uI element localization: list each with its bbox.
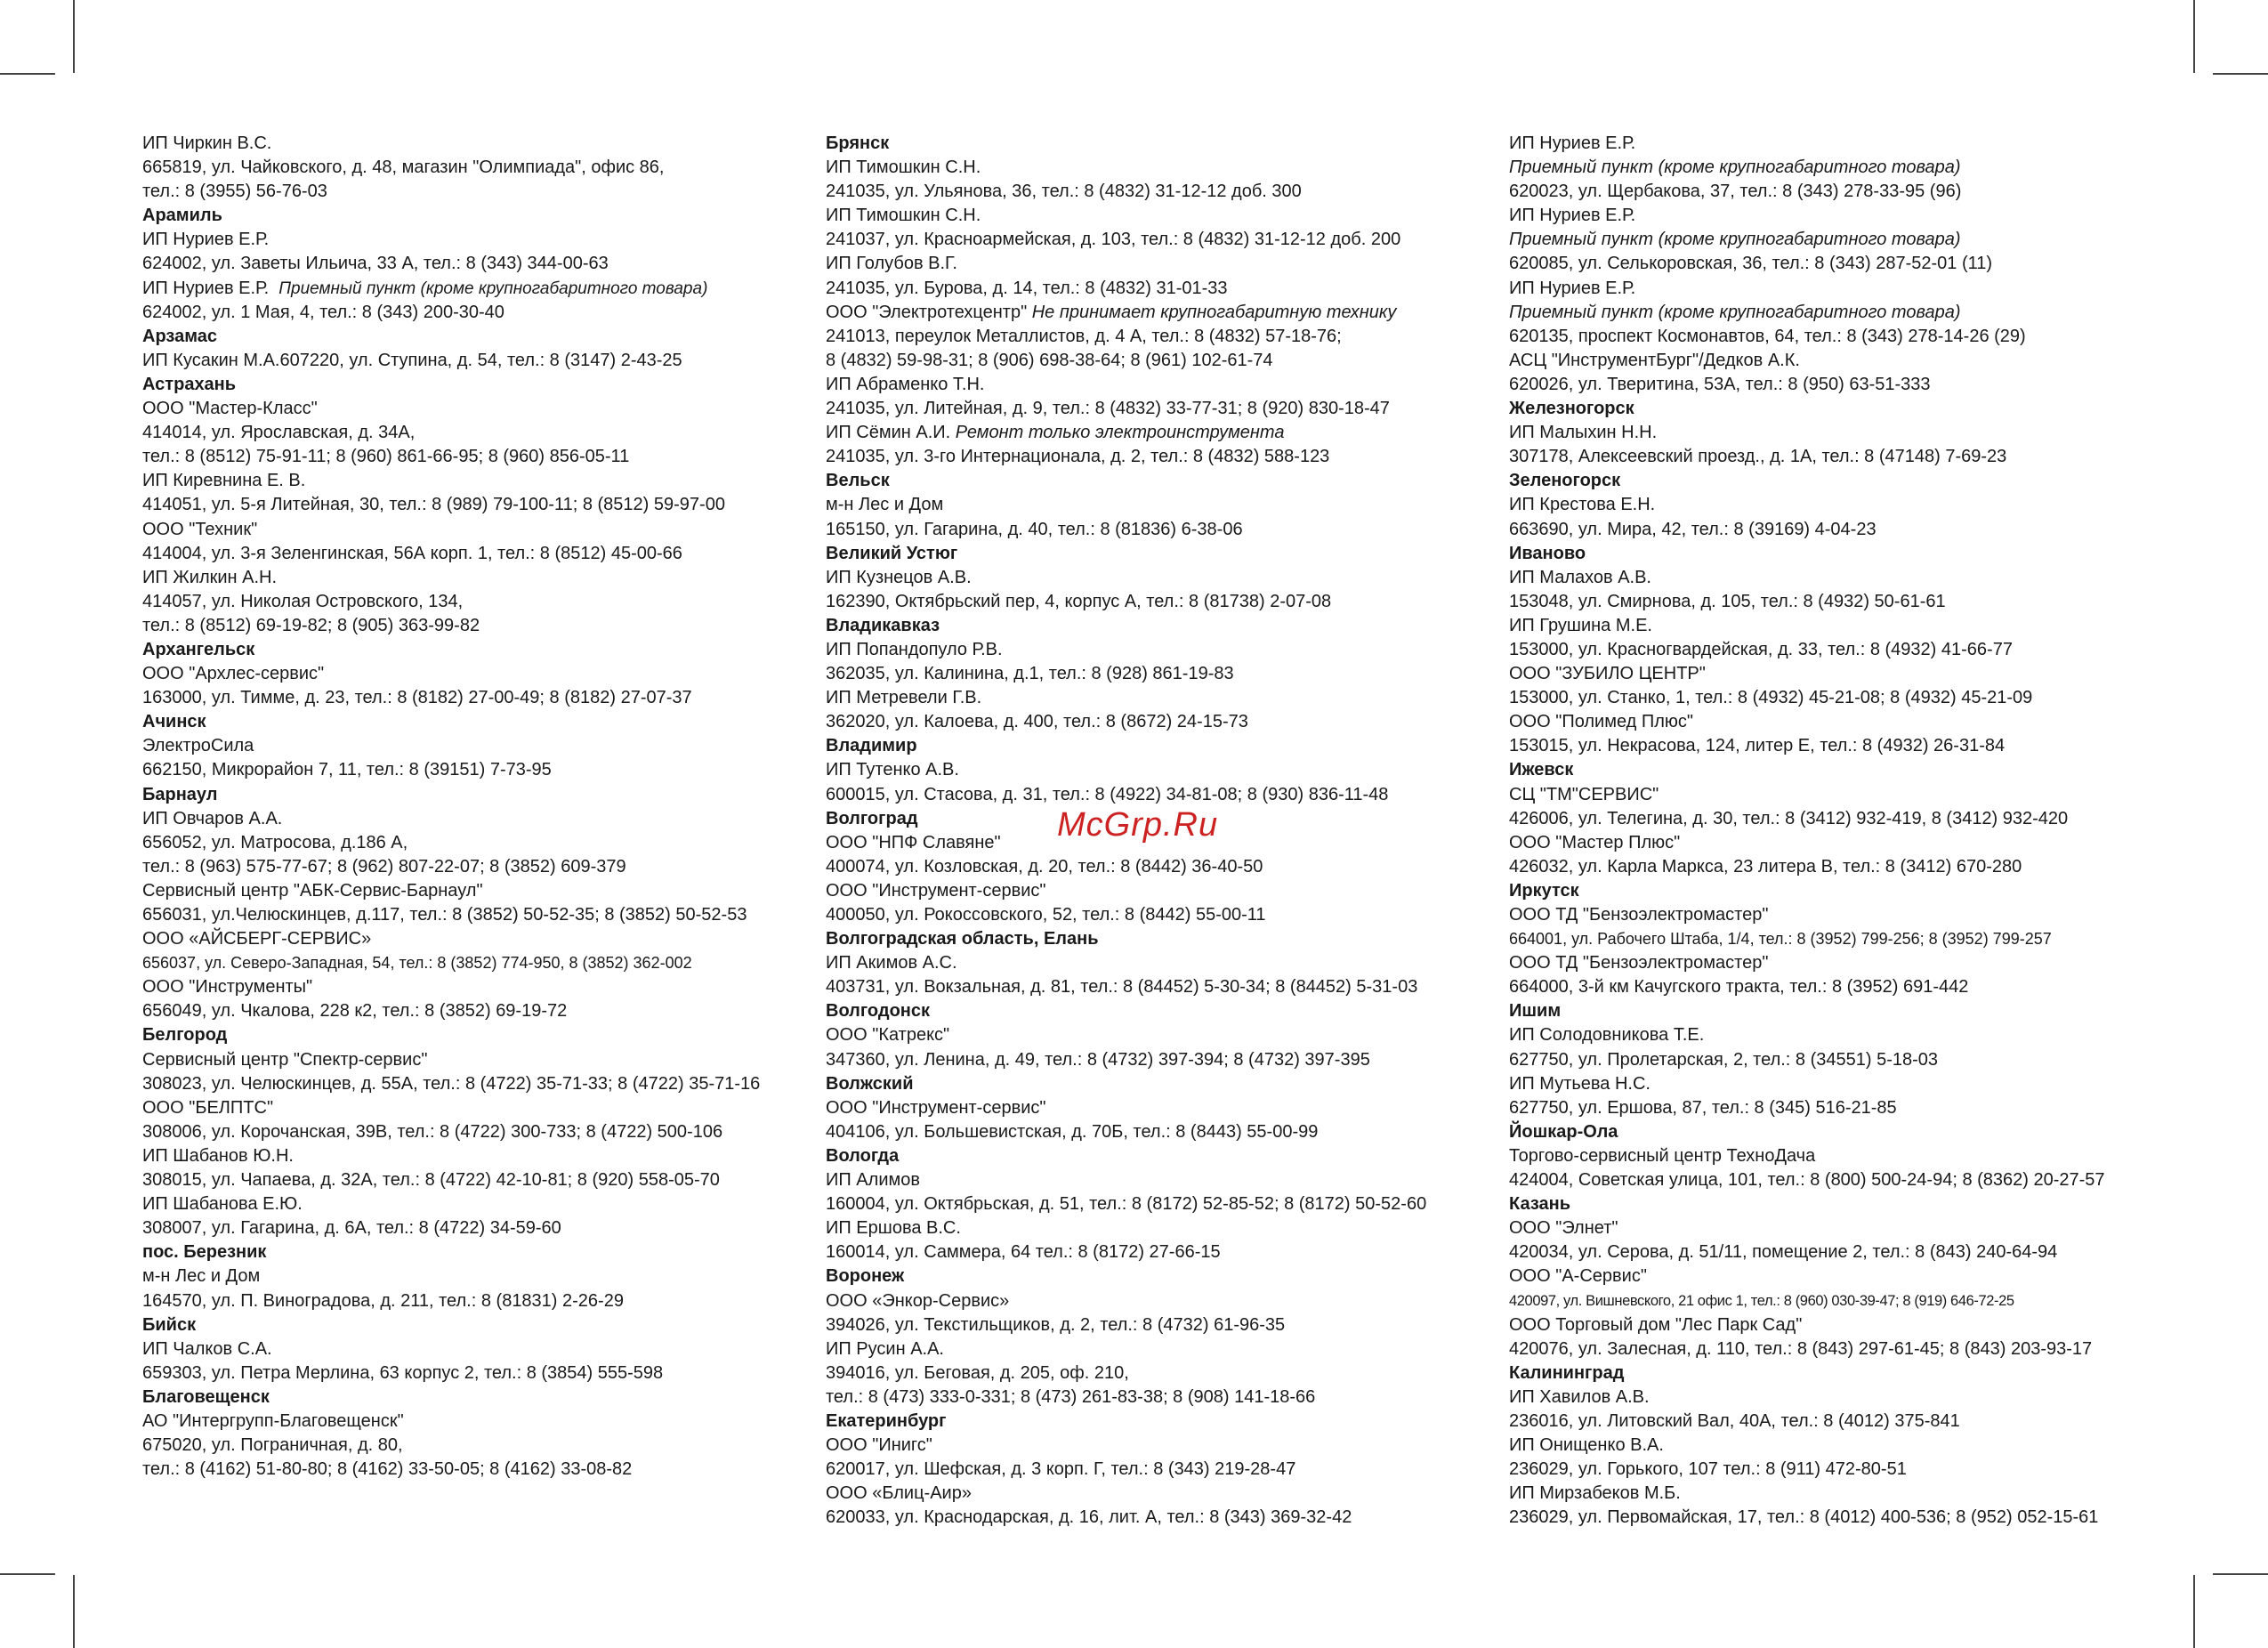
city-heading: Волгодонск — [826, 1001, 931, 1022]
entry-line: ООО "Инигс" — [826, 1435, 932, 1456]
entry-line: 241035, ул. 3-го Интернационала, д. 2, тел.: 8 (4832) 588-123 — [826, 447, 1330, 467]
city-heading: Ижевск — [1509, 760, 1574, 780]
entry-line: ООО «Блиц-Аир» — [826, 1483, 972, 1504]
entry-line: 656049, ул. Чкалова, 228 к2, тел.: 8 (3852) 69-19-72 — [142, 1001, 568, 1022]
entry-line: 241037, ул. Красноармейская, д. 103, тел.: 8 (4832) 31-12-12 доб. 200 — [826, 230, 1401, 250]
entry-line: тел.: 8 (473) 333-0-331; 8 (473) 261-83-38; 8 (908) 141-18-66 — [826, 1386, 1316, 1407]
entry-line: ИП Тутенко А.В. — [826, 760, 959, 780]
entry-line: 426006, ул. Телегина, д. 30, тел.: 8 (3412) 932-419, 8 (3412) 932-420 — [1509, 808, 2069, 828]
entry-line: 659303, ул. Петра Мерлина, 63 корпус 2, тел.: 8 (3854) 555-598 — [142, 1362, 664, 1383]
city-heading: Екатеринбург — [826, 1410, 947, 1431]
entry-line: ИП Малахов А.В. — [1509, 567, 1651, 587]
entry-line: ИП Солодовникова Т.Е. — [1509, 1025, 1705, 1046]
watermark-logo: McGrp.Ru — [1057, 806, 1219, 844]
city-heading: Железногорск — [1509, 399, 1634, 419]
entry-line: ООО «АЙСБЕРГ-СЕРВИС» — [142, 929, 372, 949]
entry-line: АО "Интергрупп-Благовещенск" — [142, 1410, 404, 1431]
entry-line: 624002, ул. Заветы Ильича, 33 А, тел.: 8 (343) 344-00-63 — [142, 254, 609, 274]
entry-line: 400050, ул. Рокоссовского, 52, тел.: 8 (8442) 55-00-11 — [826, 905, 1266, 925]
entry-line: 656037, ул. Северо-Западная, 54, тел.: 8 (3852) 774-950, 8 (3852) 362-002 — [142, 954, 692, 973]
company-name: ООО "Электротехцентр" — [826, 302, 1028, 322]
entry-line: 165150, ул. Гагарина, д. 40, тел.: 8 (81836) 6-38-06 — [826, 519, 1243, 539]
entry-line: ИП Крестова Е.Н. — [1509, 495, 1656, 515]
entry-line: Сервисный центр "АБК-Сервис-Барнаул" — [142, 880, 483, 901]
entry-note: Не принимает крупногабаритную технику — [1031, 302, 1397, 322]
entry-line: ИП Чиркин В.С. — [142, 133, 272, 153]
entry-line: ИП Нуриев Е.Р. — [1509, 206, 1636, 226]
entry-line: ООО "Архлес-сервис" — [142, 664, 325, 684]
entry-line: ИП Ершова В.С. — [826, 1218, 961, 1239]
entry-line: ООО "БЕЛПТС" — [142, 1097, 274, 1118]
entry-line: тел.: 8 (8512) 69-19-82; 8 (905) 363-99-82 — [142, 615, 480, 635]
entry-line: ИП Мирзабеков М.Б. — [1509, 1483, 1681, 1504]
city-heading: Калининград — [1509, 1362, 1625, 1383]
entry-line: Торгово-сервисный центр ТехноДача — [1509, 1145, 1816, 1166]
entry-note: Приемный пункт (кроме крупногабаритного товара) — [278, 279, 708, 298]
entry-line: 394026, ул. Текстильщиков, д. 2, тел.: 8 (4732) 61-96-35 — [826, 1314, 1286, 1335]
entry-line: 620023, ул. Щербакова, 37, тел.: 8 (343) 278-33-95 (96) — [1509, 182, 1962, 202]
phone-numbers: тел.: 8 (3852) 50-52-35; 8 (3852) 50-52-53 — [409, 905, 747, 925]
phone-numbers: тел.: 8 (4722) 35-71-33; 8 (4722) 35-71-16 — [423, 1073, 761, 1094]
address: 160004, ул. Октябрьская, д. 51, — [826, 1194, 1085, 1215]
entry-line: 308007, ул. Гагарина, д. 6А, тел.: 8 (4722) 34-59-60 — [142, 1218, 561, 1239]
city-heading: пос. Березник — [142, 1242, 267, 1263]
crop-mark-top-right-h — [2213, 73, 2268, 75]
entry-line: 665819, ул. Чайковского, д. 48, магазин "Олимпиада", офис 86, — [142, 158, 665, 178]
crop-mark-top-left — [73, 0, 75, 73]
entry-line: 400074, ул. Козловская, д. 20, тел.: 8 (8442) 36-40-50 — [826, 856, 1263, 877]
entry-line: 420097, ул. Вишневского, 21 офис 1, тел.: 8 (960) 030-39-47; 8 (919) 646-72-25 — [1509, 1292, 2014, 1309]
entry-line: 153000, ул. Станко, 1, тел.: 8 (4932) 45-21-08; 8 (4932) 45-21-09 — [1509, 688, 2033, 708]
entry-line: ООО "ЗУБИЛО ЦЕНТР" — [1509, 664, 1706, 684]
entry-line: 308015, ул. Чапаева, д. 32А, тел.: 8 (4722) 42-10-81; 8 (920) 558-05-70 — [142, 1170, 720, 1191]
service-list-column-1 — [142, 132, 783, 1482]
city-heading: Брянск — [826, 133, 890, 153]
crop-mark-top-left-h — [0, 73, 55, 75]
entry-note: Приемный пункт (кроме крупногабаритного товара) — [1509, 302, 1961, 322]
entry-line: СЦ "ТМ"СЕРВИС" — [1509, 784, 1659, 804]
company-name: ИП Нуриев Е.Р. — [142, 278, 270, 298]
crop-mark-bottom-right — [2193, 1575, 2195, 1648]
city-heading: Владимир — [826, 736, 917, 756]
entry-line: ИП Нуриев Е.Р. — [1509, 133, 1636, 153]
entry-note: Ремонт только электроинструмента — [955, 423, 1285, 443]
entry-line: 663690, ул. Мира, 42, тел.: 8 (39169) 4-04-23 — [1509, 519, 1877, 539]
entry-line: ИП Акимов А.С. — [826, 953, 957, 973]
entry-line — [826, 421, 1466, 445]
crop-mark-bottom-right-h — [2213, 1573, 2268, 1575]
entry-line: 241013, переулок Металлистов, д. 4 А, тел.: 8 (4832) 57-18-76; — [826, 326, 1342, 346]
entry-line: ИП Тимошкин С.Н. — [826, 158, 981, 178]
entry-line: ИП Малыхин Н.Н. — [1509, 423, 1658, 443]
entry-line: 164570, ул. П. Виноградова, д. 211, тел.: 8 (81831) 2-26-29 — [142, 1290, 624, 1311]
city-heading: Арамиль — [142, 206, 222, 226]
entry-line: ИП Жилкин А.Н. — [142, 567, 278, 587]
entry-line: ИП Чалков С.А. — [142, 1338, 272, 1359]
entry-line: 8 (4832) 59-98-31; 8 (906) 698-38-64; 8 (961) 102-61-74 — [826, 350, 1273, 370]
entry-line: ИП Киревнина Е. В. — [142, 471, 306, 491]
entry-line: ИП Кусакин М.А.607220, ул. Ступина, д. 54, тел.: 8 (3147) 2-43-25 — [142, 350, 682, 370]
city-heading: Иркутск — [1509, 880, 1579, 901]
entry-line: ИП Шабанова Е.Ю. — [142, 1194, 303, 1215]
entry-line: ЭлектроСила — [142, 736, 254, 756]
service-list-column-3 — [1509, 132, 2150, 1530]
entry-line: 664000, 3-й км Качугского тракта, тел.: 8 (3952) 691-442 — [1509, 977, 1969, 998]
entry-line: тел.: 8 (8512) 75-91-11; 8 (960) 861-66-95; 8 (960) 856-05-11 — [142, 447, 630, 467]
city-heading: Волгоград — [826, 808, 918, 828]
entry-line: ИП Голубов В.Г. — [826, 254, 957, 274]
entry-line: м-н Лес и Дом — [142, 1266, 261, 1287]
entry-line: 675020, ул. Пограничная, д. 80, — [142, 1435, 403, 1456]
entry-line: 160014, ул. Саммера, 64 тел.: 8 (8172) 27-66-15 — [826, 1242, 1221, 1263]
entry-line: ИП Овчаров А.А. — [142, 808, 283, 828]
entry-line: ООО "Мастер-Класс" — [142, 399, 318, 419]
entry-line: ООО "Инструмент-сервис" — [826, 1097, 1046, 1118]
entry-line: 403731, ул. Вокзальная, д. 81, тел.: 8 (84452) 5-30-34; 8 (84452) 5-31-03 — [826, 977, 1418, 998]
entry-line: 424004, Советская улица, 101, тел.: 8 (800) 500-24-94; 8 (8362) 20-27-57 — [1509, 1170, 2105, 1191]
entry-line: 662150, Микрорайон 7, 11, тел.: 8 (39151) 7-73-95 — [142, 760, 552, 780]
entry-line: ООО "Мастер Плюс" — [1509, 832, 1681, 852]
entry-line: ООО "Элнет" — [1509, 1218, 1618, 1239]
entry-line: 347360, ул. Ленина, д. 49, тел.: 8 (4732) 397-394; 8 (4732) 397-395 — [826, 1049, 1370, 1070]
city-heading: Йошкар-Ола — [1509, 1121, 1618, 1142]
entry-line: 600015, ул. Стасова, д. 31, тел.: 8 (4922) 34-81-08; 8 (930) 836-11-48 — [826, 784, 1389, 804]
entry-note: Приемный пункт (кроме крупногабаритного товара) — [1509, 158, 1961, 178]
city-heading: Великий Устюг — [826, 543, 958, 563]
company-name: ИП Сёмин А.И. — [826, 423, 951, 443]
entry-line: 241035, ул. Литейная, д. 9, тел.: 8 (4832) 33-77-31; 8 (920) 830-18-47 — [826, 399, 1390, 419]
entry-line: ООО ТД "Бензоэлектромастер" — [1509, 953, 1769, 973]
entry-line — [826, 301, 1466, 325]
entry-line: 241035, ул. Бурова, д. 14, тел.: 8 (4832) 31-01-33 — [826, 278, 1228, 298]
entry-line: ИП Грушина М.Е. — [1509, 615, 1652, 635]
entry-line: ИП Нуриев Е.Р. — [1509, 278, 1636, 298]
entry-line: 620017, ул. Шефская, д. 3 корп. Г, тел.: 8 (343) 219-28-47 — [826, 1459, 1296, 1480]
city-heading: Иваново — [1509, 543, 1586, 563]
entry-line: ИП Хавилов А.В. — [1509, 1386, 1650, 1407]
entry-line: ООО "Катрекс" — [826, 1025, 950, 1046]
city-heading: Арзамас — [142, 326, 217, 346]
address: 308023, ул. Челюскинцев, д. 55А, — [142, 1073, 418, 1094]
city-heading: Архангельск — [142, 639, 255, 659]
entry-line: ООО ТД "Бензоэлектромастер" — [1509, 905, 1769, 925]
crop-mark-top-right — [2193, 0, 2195, 73]
entry-line: 414051, ул. 5-я Литейная, 30, тел.: 8 (989) 79-100-11; 8 (8512) 59-97-00 — [142, 495, 725, 515]
entry-line: 236016, ул. Литовский Вал, 40А, тел.: 8 (4012) 375-841 — [1509, 1410, 1960, 1431]
entry-line: ООО "Техник" — [142, 519, 258, 539]
city-heading: Астрахань — [142, 374, 237, 394]
city-heading: Ачинск — [142, 712, 206, 732]
city-heading: Вологда — [826, 1145, 900, 1166]
entry-line: 153000, ул. Красногвардейская, д. 33, тел.: 8 (4932) 41-66-77 — [1509, 639, 2013, 659]
entry-line: 426032, ул. Карла Маркса, 23 литера В, тел.: 8 (3412) 670-280 — [1509, 856, 2022, 877]
entry-line: ООО "Полимед Плюс" — [1509, 712, 1694, 732]
city-heading: Воронеж — [826, 1266, 905, 1287]
entry-line: ООО Торговый дом "Лес Парк Сад" — [1509, 1314, 1803, 1335]
entry-line: ИП Алимов — [826, 1170, 920, 1191]
entry-line — [142, 903, 783, 927]
city-heading: Благовещенск — [142, 1386, 270, 1407]
entry-line: 362020, ул. Калоева, д. 400, тел.: 8 (8672) 24-15-73 — [826, 712, 1248, 732]
address: 656031, ул.Челюскинцев, д.117, — [142, 905, 405, 925]
entry-line: ООО "А-Сервис" — [1509, 1266, 1647, 1287]
entry-line: АСЦ "ИнструментБург"/Дедков А.К. — [1509, 350, 1800, 370]
entry-line: 656052, ул. Матросова, д.186 А, — [142, 832, 408, 852]
entry-line: тел.: 8 (4162) 51-80-80; 8 (4162) 33-50-05; 8 (4162) 33-08-82 — [142, 1459, 633, 1480]
entry-line: тел.: 8 (963) 575-77-67; 8 (962) 807-22-07; 8 (3852) 609-379 — [142, 856, 626, 877]
city-heading: Волгоградская область, Елань — [826, 929, 1099, 949]
entry-line: 620085, ул. Селькоровская, 36, тел.: 8 (343) 287-52-01 (11) — [1509, 254, 1993, 274]
city-heading: Барнаул — [142, 784, 218, 804]
entry-line: 236029, ул. Первомайская, 17, тел.: 8 (4012) 400-536; 8 (952) 052-15-61 — [1509, 1507, 2099, 1528]
entry-line: 414004, ул. 3-я Зеленгинская, 56А корп. 1, тел.: 8 (8512) 45-00-66 — [142, 543, 682, 563]
city-heading: Зеленогорск — [1509, 471, 1621, 491]
entry-line: 362035, ул. Калинина, д.1, тел.: 8 (928) 861-19-83 — [826, 664, 1234, 684]
entry-line: 624002, ул. 1 Мая, 4, тел.: 8 (343) 200-30-40 — [142, 302, 504, 322]
entry-line: 420076, ул. Залесная, д. 110, тел.: 8 (843) 297-61-45; 8 (843) 203-93-17 — [1509, 1338, 2093, 1359]
crop-mark-bottom-left-h — [0, 1573, 55, 1575]
entry-line: 153015, ул. Некрасова, 124, литер Е, тел.: 8 (4932) 26-31-84 — [1509, 736, 2006, 756]
entry-line: 620033, ул. Краснодарская, д. 16, лит. А, тел.: 8 (343) 369-32-42 — [826, 1507, 1352, 1528]
entry-line: 162390, Октябрьский пер, 4, корпус А, тел.: 8 (81738) 2-07-08 — [826, 591, 1332, 611]
entry-line — [142, 277, 783, 301]
entry-line: 163000, ул. Тимме, д. 23, тел.: 8 (8182) 27-00-49; 8 (8182) 27-07-37 — [142, 688, 692, 708]
city-heading: Владикавказ — [826, 615, 940, 635]
entry-line: 308006, ул. Корочанская, 39В, тел.: 8 (4722) 300-733; 8 (4722) 500-106 — [142, 1121, 723, 1142]
entry-line: 664001, ул. Рабочего Штаба, 1/4, тел.: 8 (3952) 799-256; 8 (3952) 799-257 — [1509, 930, 2052, 949]
entry-line: 627750, ул. Пролетарская, 2, тел.: 8 (34551) 5-18-03 — [1509, 1049, 1939, 1070]
entry-line: ИП Шабанов Ю.Н. — [142, 1145, 294, 1166]
entry-line: ИП Тимошкин С.Н. — [826, 206, 981, 226]
crop-mark-bottom-left — [73, 1575, 75, 1648]
entry-line: ИП Кузнецов А.В. — [826, 567, 972, 587]
entry-note: Приемный пункт (кроме крупногабаритного товара) — [1509, 230, 1961, 250]
entry-line: ИП Попандопуло Р.В. — [826, 639, 1003, 659]
entry-line — [142, 1072, 783, 1096]
entry-line: 307178, Алексеевский проезд., д. 1А, тел.: 8 (47148) 7-69-23 — [1509, 447, 2007, 467]
entry-line: 241035, ул. Ульянова, 36, тел.: 8 (4832) 31-12-12 доб. 300 — [826, 182, 1302, 202]
entry-line: 414057, ул. Николая Островского, 134, — [142, 591, 464, 611]
entry-line: ООО "Инструменты" — [142, 977, 313, 998]
entry-line: 620026, ул. Тверитина, 53А, тел.: 8 (950) 63-51-333 — [1509, 374, 1931, 394]
entry-line: ООО "НПФ Славяне" — [826, 832, 1001, 852]
city-heading: Бийск — [142, 1314, 197, 1335]
entry-line: 153048, ул. Смирнова, д. 105, тел.: 8 (4932) 50-61-61 — [1509, 591, 1946, 611]
entry-line: ООО "Инструмент-сервис" — [826, 880, 1046, 901]
entry-line: тел.: 8 (3955) 56-76-03 — [142, 182, 327, 202]
city-heading: Волжский — [826, 1073, 914, 1094]
city-heading: Казань — [1509, 1194, 1570, 1215]
entry-line: ООО «Энкор-Сервис» — [826, 1290, 1010, 1311]
entry-line: 404106, ул. Большевистская, д. 70Б, тел.: 8 (8443) 55-00-99 — [826, 1121, 1319, 1142]
entry-line: ИП Онищенко В.А. — [1509, 1435, 1664, 1456]
entry-line: 414014, ул. Ярославская, д. 34А, — [142, 423, 416, 443]
entry-line: 394016, ул. Беговая, д. 205, оф. 210, — [826, 1362, 1129, 1383]
entry-line: м-н Лес и Дом — [826, 495, 944, 515]
entry-line: ИП Абраменко Т.Н. — [826, 374, 985, 394]
entry-line: 627750, ул. Ершова, 87, тел.: 8 (345) 516-21-85 — [1509, 1097, 1897, 1118]
city-heading: Белгород — [142, 1025, 228, 1046]
entry-line: ИП Русин А.А. — [826, 1338, 944, 1359]
city-heading: Вельск — [826, 471, 890, 491]
entry-line: ИП Нуриев Е.Р. — [142, 230, 270, 250]
city-heading: Ишим — [1509, 1001, 1562, 1022]
entry-line: 420034, ул. Серова, д. 51/11, помещение 2, тел.: 8 (843) 240-64-94 — [1509, 1242, 2058, 1263]
entry-line: ИП Мутьева Н.С. — [1509, 1073, 1651, 1094]
entry-line — [826, 1192, 1466, 1216]
entry-line: ИП Метревели Г.В. — [826, 688, 982, 708]
entry-line: Сервисный центр "Спектр-сервис" — [142, 1049, 428, 1070]
phone-numbers: тел.: 8 (8172) 52-85-52; 8 (8172) 50-52-60 — [1089, 1194, 1427, 1215]
entry-line: 620135, проспект Космонавтов, 64, тел.: 8 (343) 278-14-26 (29) — [1509, 326, 2026, 346]
entry-line: 236029, ул. Горького, 107 тел.: 8 (911) 472-80-51 — [1509, 1459, 1907, 1480]
